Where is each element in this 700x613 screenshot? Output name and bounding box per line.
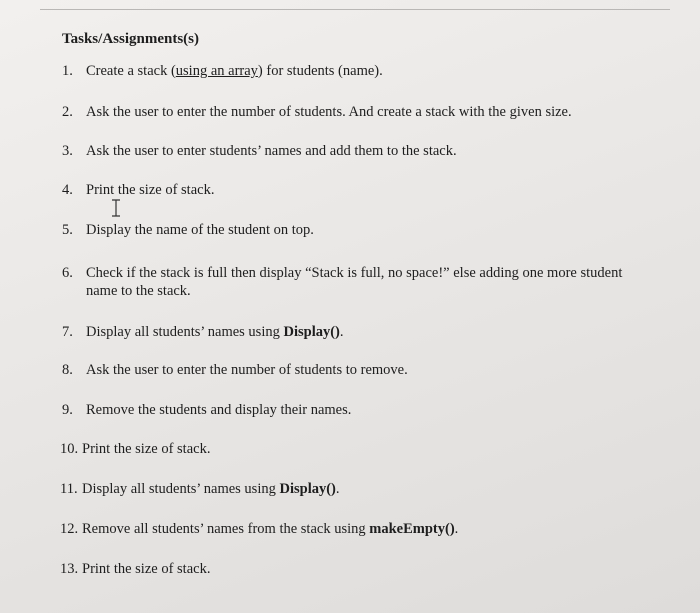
item-line-1 — [62, 264, 622, 282]
item-text: Remove all students’ names from the stack using — [82, 521, 370, 537]
item-text: Print the size of stack. — [86, 182, 215, 198]
item-text-end: ) for students (name). — [257, 63, 383, 79]
item-text-end: . — [454, 521, 459, 537]
list-item-13 — [60, 560, 210, 578]
function-name: makeEmpty() — [369, 521, 455, 537]
list-item-2 — [62, 103, 572, 121]
list-item-8 — [62, 361, 408, 379]
item-number: 4. — [62, 182, 73, 198]
list-item-10 — [60, 440, 210, 458]
item-text: Print the size of stack. — [82, 441, 211, 457]
item-text: Ask the user to enter students’ names and add them to the stack. — [86, 143, 457, 159]
item-number: 12. — [60, 521, 79, 537]
list-item-5 — [62, 221, 314, 239]
item-text: Display the name of the student on top. — [86, 222, 314, 238]
item-number: 9. — [62, 402, 73, 418]
item-number: 8. — [62, 362, 73, 378]
list-item-4 — [62, 181, 214, 199]
item-text: Print the size of stack. — [82, 561, 211, 577]
item-text: Ask the user to enter the number of students to remove. — [86, 362, 408, 378]
underlined-text: using an array — [175, 63, 258, 79]
item-text: Remove the students and display their names. — [86, 402, 352, 418]
item-number: 10. — [60, 441, 79, 457]
function-name: Display() — [283, 324, 340, 340]
list-item-11 — [60, 480, 340, 498]
top-divider — [40, 9, 670, 10]
list-item-9 — [62, 401, 351, 419]
item-text: Display all students’ names using — [82, 481, 280, 497]
item-number: 6. — [62, 265, 73, 281]
item-number: 1. — [62, 63, 73, 79]
item-text: Ask the user to enter the number of students. And create a stack with the given size. — [86, 104, 572, 120]
item-number: 11. — [60, 481, 78, 497]
item-number: 2. — [62, 104, 73, 120]
item-text: Display all students’ names using — [86, 324, 284, 340]
item-number: 5. — [62, 222, 73, 238]
text-cursor-icon — [110, 199, 122, 217]
item-number: 7. — [62, 324, 73, 340]
list-item-12 — [60, 520, 458, 538]
item-number: 13. — [60, 561, 79, 577]
list-item-6 — [62, 264, 622, 300]
item-text: Check if the stack is full then display “Stack is full, no space!” else adding one more student — [86, 265, 623, 281]
list-item-7 — [62, 323, 344, 341]
page-heading: Tasks/Assignments(s) — [62, 31, 199, 47]
item-line-2: name to the stack. — [86, 283, 191, 299]
item-text-end: . — [339, 324, 344, 340]
item-text: Create a stack ( — [86, 63, 176, 79]
list-item-3 — [62, 142, 457, 160]
item-number: 3. — [62, 143, 73, 159]
item-text-end: . — [335, 481, 340, 497]
function-name: Display() — [279, 481, 336, 497]
list-item-1 — [62, 62, 383, 80]
